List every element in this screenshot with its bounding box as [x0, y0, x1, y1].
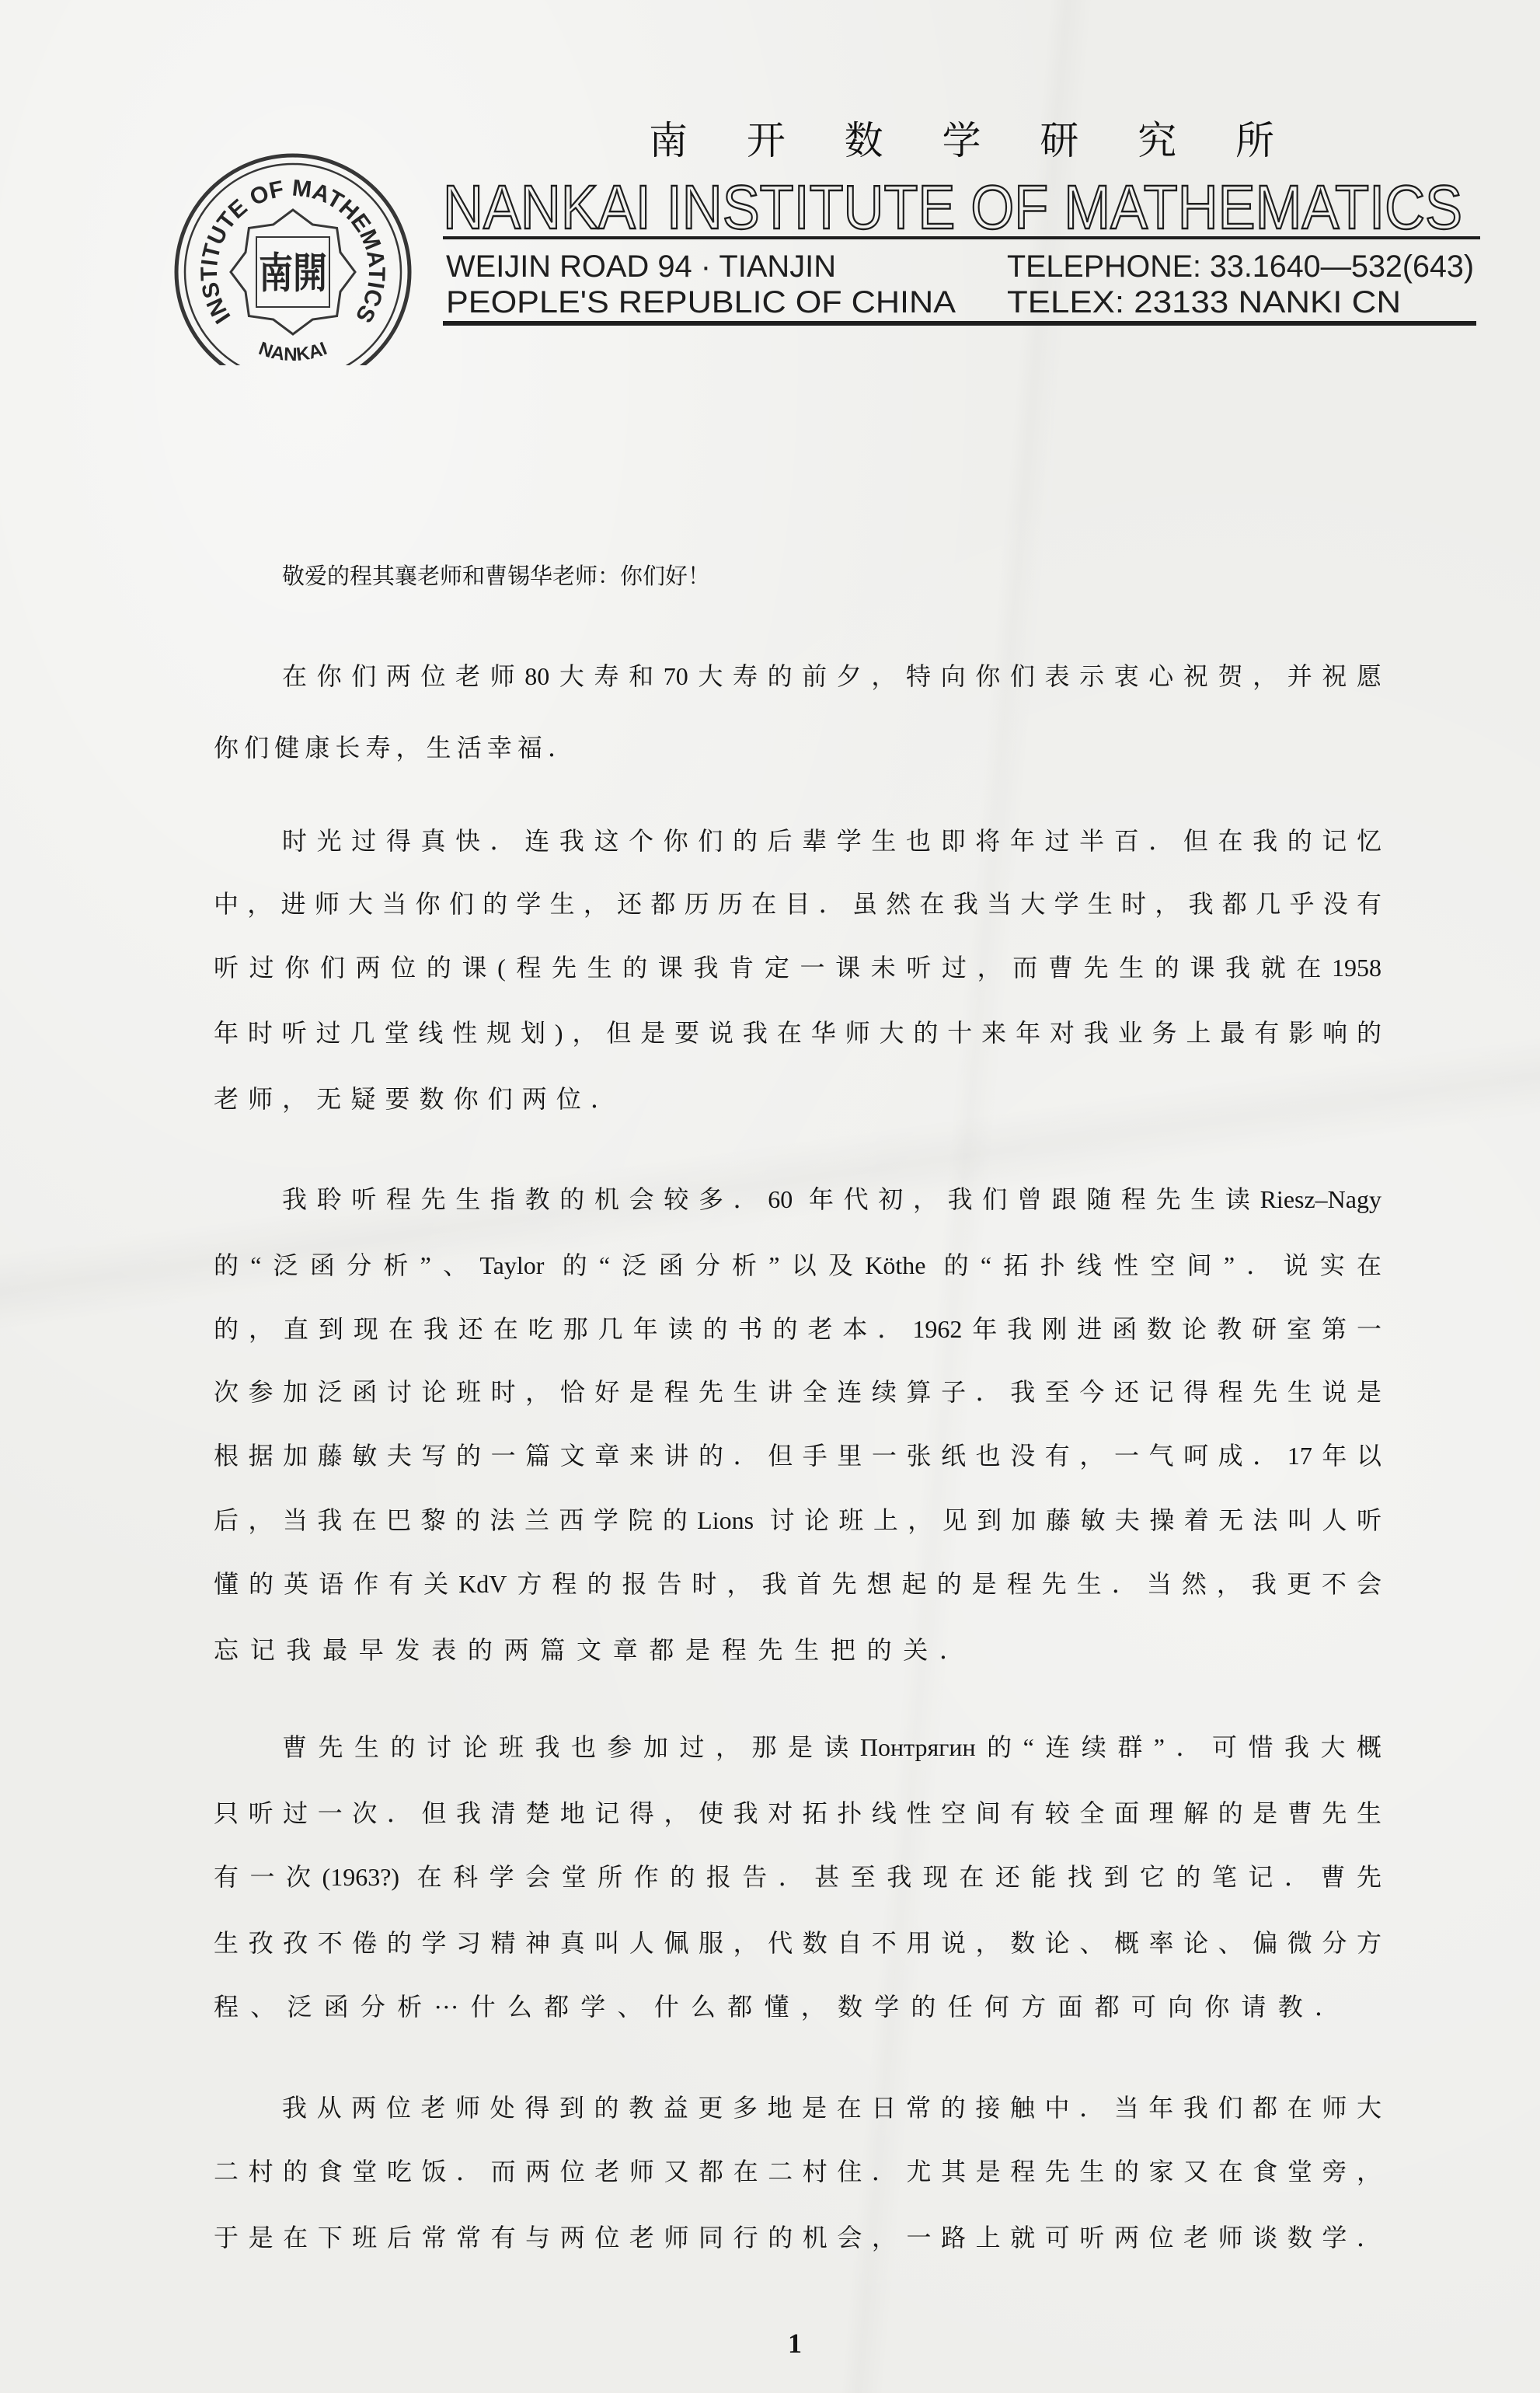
text-line: 曹先生的讨论班我也参加过，那是读Понтрягин的“连续群”．可惜我大概: [282, 1733, 1381, 1761]
text-line: 我从两位老师处得到的教益更多地是在日常的接触中．当年我们都在师大: [282, 2094, 1381, 2122]
text-line: 根据加藤敏夫写的一篇文章来讲的．但手里一张纸也没有，一气呵成．17年以: [214, 1442, 1381, 1470]
text-line: 有一次(1963?) 在科学会堂所作的报告．甚至我现在还能找到它的笔记．曹先: [214, 1863, 1381, 1891]
institute-english-name: NANKAI INSTITUTE OF MATHEMATICS: [443, 173, 1462, 242]
text-line: 在你们两位老师80大寿和70大寿的前夕，特向你们表示衷心祝贺，并祝愿: [282, 662, 1381, 690]
institute-chinese-name: 南开数学研究所: [649, 118, 1274, 163]
text-line: 二村的食堂吃饭．而两位老师又都在二村住．尤其是程先生的家又在食堂旁，: [214, 2158, 1381, 2185]
seal-center-text: 南開: [259, 248, 327, 298]
text-line: 你们健康长寿，生活幸福．: [214, 734, 573, 762]
seal-ring-text-path: INSTITUTE OF MATHEMATICS: [196, 175, 390, 328]
text-line: 懂的英语作有关KdV方程的报告时，我首先想起的是程先生．当然，我更不会: [214, 1570, 1381, 1598]
text-line: 忘记我最早发表的两篇文章都是程先生把的关．: [214, 1636, 964, 1664]
text-line: 的“泛函分析”、Taylor 的“泛函分析”以及Köthe 的“拓扑线性空间”．说实在: [214, 1251, 1381, 1279]
seal-bottom-text: [256, 338, 329, 365]
text-line: 年时听过几堂线性规划)，但是要说我在华师大的十来年对我业务上最有影响的: [214, 1019, 1381, 1047]
text-line: 听过你们两位的课(程先生的课我肯定一课未听过，而曹先生的课我就在1958: [214, 954, 1381, 982]
text-line: 于是在下班后常常有与两位老师同行的机会，一路上就可听两位老师谈数学．: [214, 2224, 1381, 2252]
address-line-1: WEIJIN ROAD 94 · TIANJIN: [446, 249, 836, 284]
text-line: 次参加泛函讨论班时，恰好是程先生讲全连续算子．我至今还记得程先生说是: [214, 1378, 1381, 1406]
text-line: 老师，无疑要数你们两位．: [214, 1085, 615, 1113]
text-line: 我聆听程先生指教的机会较多．60 年代初，我们曾跟随程先生读Riesz–Nagy: [282, 1185, 1381, 1213]
text-line: 的，直到现在我还在吃那几年读的书的老本．1962年我刚进函数论教研室第一: [214, 1315, 1381, 1343]
text-line: 程、泛函分析···什么都学、什么都懂，数学的任何方面都可向你请教．: [214, 1993, 1340, 2021]
telephone-line: TELEPHONE: 33.1640—532(643): [1007, 249, 1474, 284]
text-line: 时光过得真快．连我这个你们的后辈学生也即将年过半百．但在我的记忆: [282, 827, 1381, 855]
text-line: 只听过一次．但我清楚地记得，使我对拓扑线性空间有较全面理解的是曹先生: [214, 1799, 1381, 1827]
address-line-2: PEOPLE'S REPUBLIC OF CHINA: [446, 285, 956, 319]
letterhead: [0, 0, 1540, 365]
text-line: 生孜孜不倦的学习精神真叫人佩服，代数自不用说，数论、概率论、偏微分方: [214, 1929, 1381, 1957]
text-line: 后，当我在巴黎的法兰西学院的Lions 讨论班上，见到加藤敏夫操着无法叫人听: [214, 1506, 1381, 1534]
telex-line: TELEX: 23133 NANKI CN: [1007, 285, 1401, 319]
text-line: 中，进师大当你们的学生，还都历历在目．虽然在我当大学生时，我都几乎没有: [214, 890, 1381, 918]
letter-greeting: 敬爱的程其襄老师和曹锡华老师：你们好！: [282, 564, 711, 589]
page-number: 1: [788, 2328, 802, 2359]
seal-bottom-text-path: NANKAI: [256, 337, 330, 365]
